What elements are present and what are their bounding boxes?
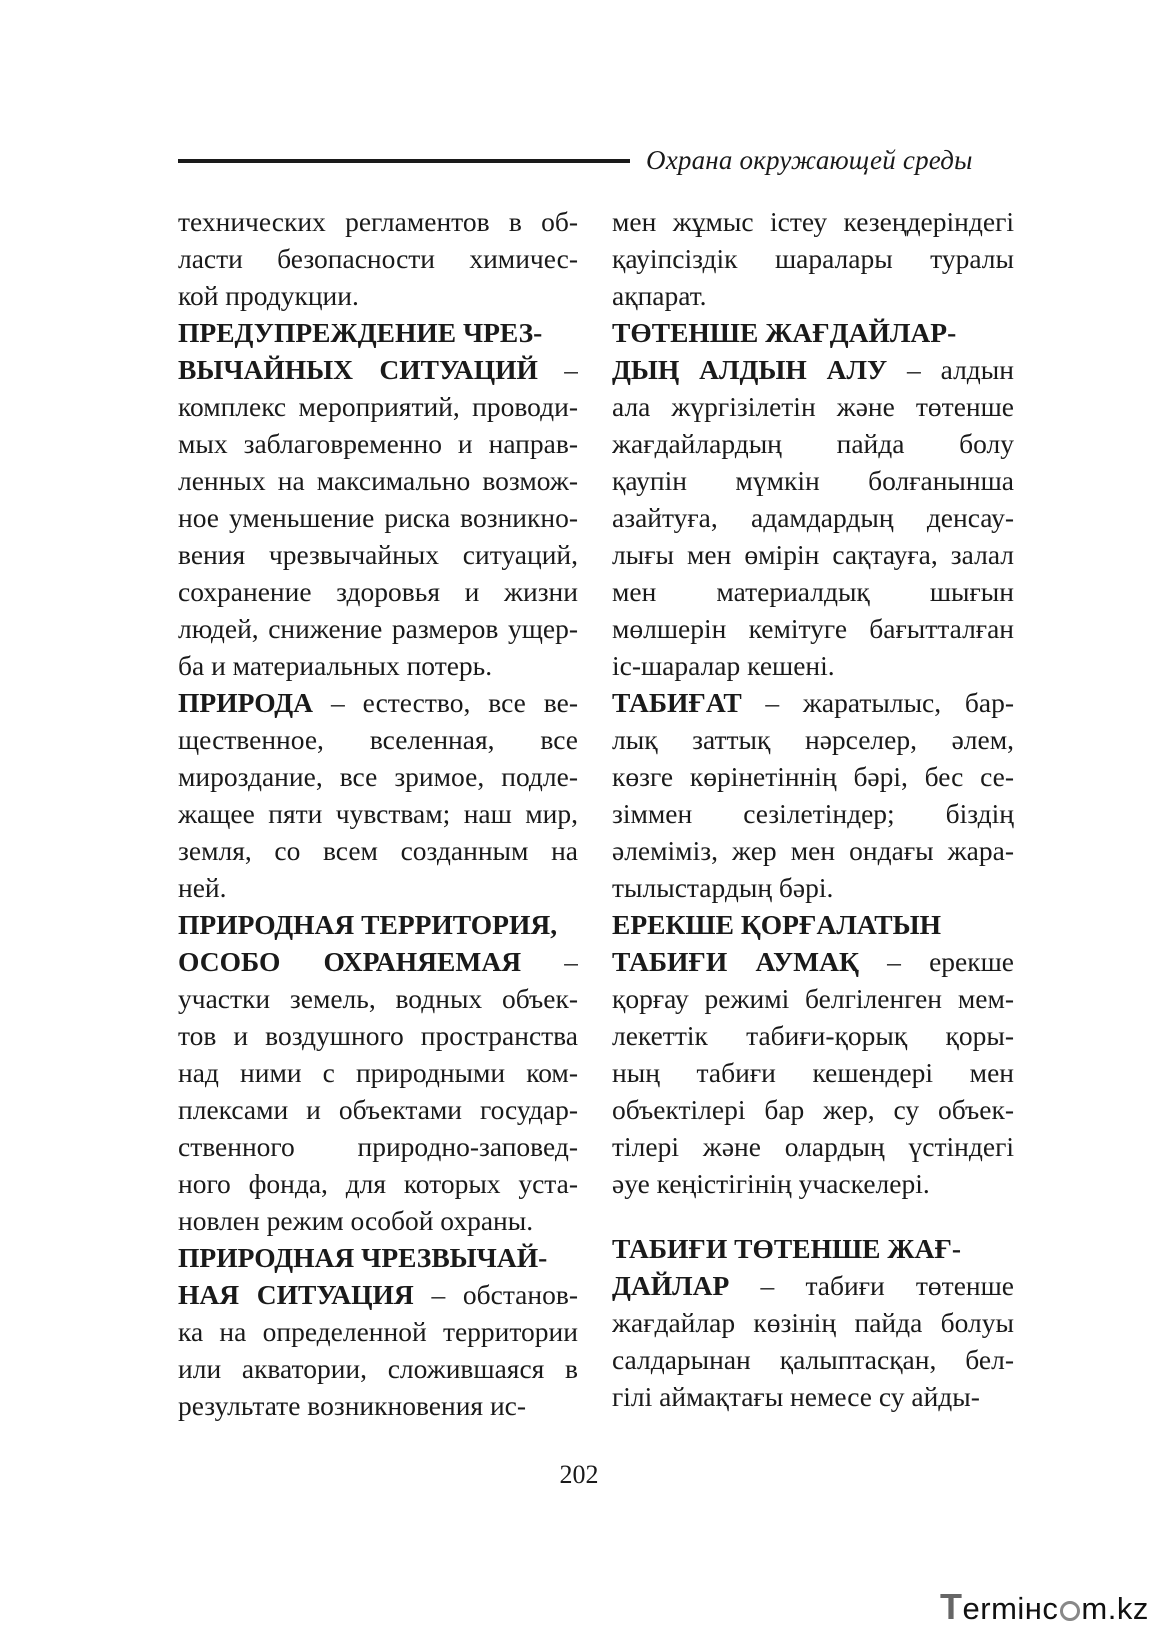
definition-text: сохранение здоровья и жизни: [178, 576, 578, 607]
text-line: [178, 721, 578, 758]
text-line: [612, 203, 1014, 240]
text-line: [178, 610, 578, 647]
text-line: [612, 1304, 1014, 1341]
text-line: [178, 351, 578, 388]
definition-text: лығы мен өмірін сақтауға, залал: [612, 539, 1014, 570]
text-line: [178, 1350, 578, 1387]
text-line: [178, 684, 578, 721]
term-heading: ВЫЧАЙНЫХ СИТУАЦИЙ: [178, 354, 538, 385]
term-heading: ПРИРОДА: [178, 687, 314, 718]
text-line: [178, 943, 578, 980]
text-line: [612, 647, 1014, 684]
text-line: [178, 462, 578, 499]
definition-text: зіммен сезілетіндер; біздің: [612, 798, 1014, 829]
definition-text: тылыстардың бәрі.: [612, 872, 834, 903]
definition-text: – естество, все ве-: [313, 687, 578, 718]
definition-text: тов и воздушного пространства: [178, 1020, 578, 1051]
text-line: [178, 203, 578, 240]
definition-text: жағдайлар көзінің пайда болуы: [612, 1307, 1014, 1338]
definition-text: әлеміміз, жер мен ондағы жара-: [612, 835, 1014, 866]
term-heading: ТАБИҒИ ТӨТЕНШЕ ЖАҒ-: [612, 1233, 962, 1264]
right-column: [612, 203, 1014, 1415]
term-heading: ДАЙЛАР: [612, 1270, 730, 1301]
text-line: [612, 1341, 1014, 1378]
definition-text: – ерекше: [858, 946, 1014, 977]
text-line: [612, 795, 1014, 832]
definition-text: плексами и объектами государ-: [178, 1094, 578, 1125]
text-line: [612, 832, 1014, 869]
logo-ring-icon: [1060, 1601, 1080, 1621]
logo-text-middle: ermінc: [962, 1591, 1059, 1626]
text-line: [612, 277, 1014, 314]
definition-text: жағдайлардың пайда болу: [612, 428, 1014, 459]
text-line: [178, 573, 578, 610]
text-line: [612, 425, 1014, 462]
text-line: [612, 1378, 1014, 1415]
definition-text: ала жүргізілетін және төтенше: [612, 391, 1014, 422]
definition-text: –: [537, 354, 578, 385]
text-line: [178, 425, 578, 462]
text-line: [178, 1387, 578, 1424]
definition-text: тілері және олардың үстіндегі: [612, 1131, 1014, 1162]
term-heading: ЕРЕКШЕ ҚОРҒАЛАТЫН: [612, 909, 941, 940]
text-line: [612, 1128, 1014, 1165]
text-line: [612, 906, 1014, 943]
definition-text: қорғау режимі белгіленген мем-: [612, 983, 1014, 1014]
term-heading: ПРИРОДНАЯ ЧРЕЗВЫЧАЙ-: [178, 1242, 548, 1273]
definition-text: мен жұмыс істеу кезеңдеріндегі: [612, 206, 1014, 237]
text-line: [178, 980, 578, 1017]
text-line: [612, 1267, 1014, 1304]
text-line: [612, 610, 1014, 647]
text-line: [612, 980, 1014, 1017]
text-line: [178, 1091, 578, 1128]
definition-text: результате возникновения ис-: [178, 1390, 527, 1421]
text-line: [612, 684, 1014, 721]
text-line: [612, 240, 1014, 277]
definition-text: щественное, вселенная, все: [178, 724, 578, 755]
text-line: [612, 1165, 1014, 1202]
text-line: [178, 647, 578, 684]
text-line: [612, 351, 1014, 388]
definition-text: ка на определенной территории: [178, 1316, 578, 1347]
text-line: [612, 869, 1014, 906]
page-number: 202: [559, 1460, 599, 1489]
definition-text: мөлшерін кемітуге бағытталған: [612, 613, 1014, 644]
definition-text: жащее пяти чувствам; наш мир,: [178, 798, 578, 829]
definition-text: қаупін мүмкін болғанынша: [612, 465, 1014, 496]
definition-text: ней.: [178, 872, 227, 903]
logo-letter-t: T: [940, 1586, 963, 1627]
text-line: [612, 314, 1014, 351]
text-line: [612, 1230, 1014, 1267]
definition-text: ласти безопасности химичес-: [178, 243, 578, 274]
text-line: [178, 1165, 578, 1202]
text-line: [612, 721, 1014, 758]
text-line: [178, 869, 578, 906]
text-line: [612, 573, 1014, 610]
text-line: [178, 240, 578, 277]
definition-text: мен материалдық шығын: [612, 576, 1014, 607]
definition-text: объектілері бар жер, су объек-: [612, 1094, 1014, 1125]
text-line: [178, 1239, 578, 1276]
term-heading: ПРЕДУПРЕЖДЕНИЕ ЧРЕЗ-: [178, 317, 543, 348]
definition-text: технических регламентов в об-: [178, 206, 578, 237]
text-line: [612, 1091, 1014, 1128]
term-heading: ТАБИҒИ АУМАҚ: [612, 946, 859, 977]
definition-text: ленных на максимально возмож-: [178, 465, 578, 496]
text-line: [178, 277, 578, 314]
termincom-logo[interactable]: [940, 1586, 1149, 1627]
definition-text: комплекс мероприятий, проводи-: [178, 391, 578, 422]
definition-text: ного фонда, для которых уста-: [178, 1168, 578, 1199]
definition-text: гілі аймақтағы немесе су айды-: [612, 1381, 980, 1412]
definition-text: –: [521, 946, 578, 977]
text-line: [612, 758, 1014, 795]
text-line: [178, 1313, 578, 1350]
definition-text: ственного природно-заповед-: [178, 1131, 578, 1162]
text-line: [612, 1017, 1014, 1054]
text-line: [178, 1128, 578, 1165]
definition-text: ақпарат.: [612, 280, 707, 311]
definition-text: – табиғи төтенше: [729, 1270, 1014, 1301]
definition-text: іс-шаралар кешені.: [612, 650, 835, 681]
definition-text: лық заттық нәрселер, әлем,: [612, 724, 1014, 755]
definition-text: земля, со всем созданным на: [178, 835, 578, 866]
text-line: [178, 1276, 578, 1313]
text-line: [612, 388, 1014, 425]
text-line: [178, 388, 578, 425]
header-rule: [178, 159, 630, 163]
text-line: [178, 1017, 578, 1054]
text-line: [612, 1054, 1014, 1091]
term-heading: ТАБИҒАТ: [612, 687, 742, 718]
definition-text: участки земель, водных объек-: [178, 983, 578, 1014]
text-line: [612, 943, 1014, 980]
definition-text: людей, снижение размеров ущер-: [178, 613, 578, 644]
term-heading: ДЫҢ АЛДЫН АЛУ: [612, 354, 888, 385]
left-column: [178, 203, 578, 1424]
logo-text-suffix: m.kz: [1081, 1591, 1149, 1626]
text-line: [178, 832, 578, 869]
text-line: [612, 462, 1014, 499]
definition-text: азайтуға, адамдардың денсау-: [612, 502, 1014, 533]
text-line: [612, 1202, 1014, 1230]
definition-text: мых заблаговременно и направ-: [178, 428, 578, 459]
definition-text: ба и материальных потерь.: [178, 650, 493, 681]
text-line: [612, 499, 1014, 536]
definition-text: мироздание, все зримое, подле-: [178, 761, 578, 792]
definition-text: новлен режим особой охраны.: [178, 1205, 534, 1236]
definition-text: над ними с природными ком-: [178, 1057, 578, 1088]
definition-text: көзге көрінетіннің бәрі, бес се-: [612, 761, 1014, 792]
definition-text: кой продукции.: [178, 280, 359, 311]
text-line: [178, 795, 578, 832]
definition-text: или акватории, сложившаяся в: [178, 1353, 578, 1384]
term-heading: ТӨТЕНШЕ ЖАҒДАЙЛАР-: [612, 317, 957, 348]
running-title: Охрана окружающей среды: [646, 145, 973, 175]
text-line: [178, 314, 578, 351]
text-line: [178, 1054, 578, 1091]
definition-text: – жаратылыс, бар-: [741, 687, 1014, 718]
text-line: [178, 536, 578, 573]
definition-text: ның табиғи кешендері мен: [612, 1057, 1014, 1088]
text-line: [178, 1202, 578, 1239]
definition-text: вения чрезвычайных ситуаций,: [178, 539, 578, 570]
definition-text: ное уменьшение риска возникно-: [178, 502, 578, 533]
definition-text: әуе кеңістігінің учаскелері.: [612, 1168, 930, 1199]
term-heading: ПРИРОДНАЯ ТЕРРИТОРИЯ,: [178, 909, 558, 940]
term-heading: ОСОБО ОХРАНЯЕМАЯ: [178, 946, 522, 977]
text-line: [178, 758, 578, 795]
definition-text: – алдын: [887, 354, 1014, 385]
text-line: [178, 906, 578, 943]
definition-text: салдарынан қалыптасқан, бел-: [612, 1344, 1014, 1375]
definition-text: лекеттік табиғи-қорық қоры-: [612, 1020, 1014, 1051]
text-line: [178, 499, 578, 536]
term-heading: НАЯ СИТУАЦИЯ: [178, 1279, 414, 1310]
definition-text: қауіпсіздік шаралары туралы: [612, 243, 1014, 274]
definition-text: – обстанов-: [413, 1279, 578, 1310]
text-line: [612, 536, 1014, 573]
